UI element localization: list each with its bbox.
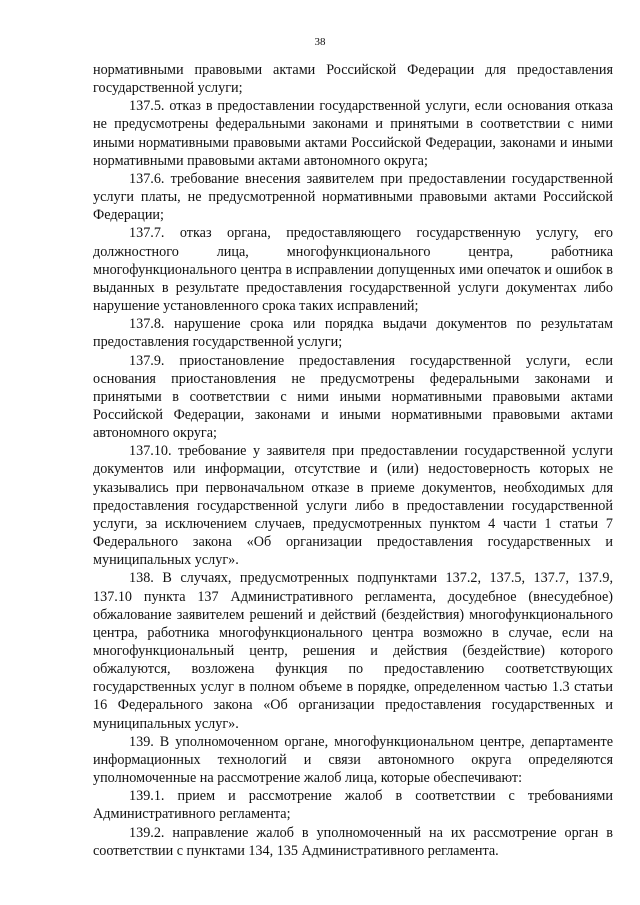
paragraph-137-6: 137.6. требование внесения заявителем при предоставлении государственной услуги платы, не предусмотренной нормативными правовыми актами Российской Федерации; [93, 170, 613, 224]
paragraph-139-1: 139.1. прием и рассмотрение жалоб в соответствии с требованиями Административного регламента; [93, 788, 613, 823]
paragraph-139-2: 139.2. направление жалоб в уполномоченный на их рассмотрение орган в соответствии с пунктами 134, 135 Административного регламента. [93, 824, 613, 859]
paragraph-137-5: 137.5. отказ в предоставлении государственной услуги, если основания отказа не предусмотрены федеральными законами и принятыми в соответствии с ними иными нормативными правовыми актами Российской Федерации, законами и иными нормативными правовыми актами автономного округа; [93, 98, 613, 169]
paragraph-137-9: 137.9. приостановление предоставления государственной услуги, если основания приостановления не предусмотрены федеральными законами и принятыми в соответствии с ними иными нормативными правовыми актами Российской Федерации, законами и иными нормативными правовыми актами автономного округа; [93, 352, 613, 442]
page-number: 38 [314, 36, 326, 48]
paragraph-137-7: 137.7. отказ органа, предоставляющего государственную услугу, его должностного лица, многофункционального центра, работника многофункционального центра в исправлении допущенных ими опечаток и ошибок в выданных в результате предоставления государственной услуги документах либо нарушение установленного срока таких исправлений; [93, 225, 613, 315]
paragraph-137-10: 137.10. требование у заявителя при предоставлении государственной услуги документов или информации, отсутствие и (или) недостоверность которых не указывались при первоначальном отказе в приеме документов, необходимых для предоставления государственной услуги либо в предоставлении государственной услуги, за исключением случаев, предусмотренных пунктом 4 части 1 статьи 7 Федерального закона «Об организации предоставления государственных и муниципальных услуг». [93, 443, 613, 569]
paragraph-139: 139. В уполномоченном органе, многофункциональном центре, департаменте информационных технологий и связи автономного округа определяются уполномоченные на рассмотрение жалоб лица, которые обеспечивают: [93, 733, 613, 787]
paragraph-continuation: нормативными правовыми актами Российской Федерации для предоставления государственной услуги; [93, 62, 613, 97]
paragraph-137-8: 137.8. нарушение срока или порядка выдачи документов по результатам предоставления государственной услуги; [93, 316, 613, 351]
document-body [93, 61, 613, 860]
paragraph-138: 138. В случаях, предусмотренных подпунктами 137.2, 137.5, 137.7, 137.9, 137.10 пункта 137 Административного регламента, досудебное (внесудебное) обжалование заявителем решений и действий (бездействия) многофункционального центра, работника многофункционального центра возможно в случае, если на многофункциональный центр, решения и действия (бездействие) которого обжалуются, возложена функция по предоставлению соответствующих государственных услуг в полном объеме в порядке, определенном частью 1.3 статьи 16 Федерального закона «Об организации предоставления государственных и муниципальных услуг». [93, 570, 613, 732]
